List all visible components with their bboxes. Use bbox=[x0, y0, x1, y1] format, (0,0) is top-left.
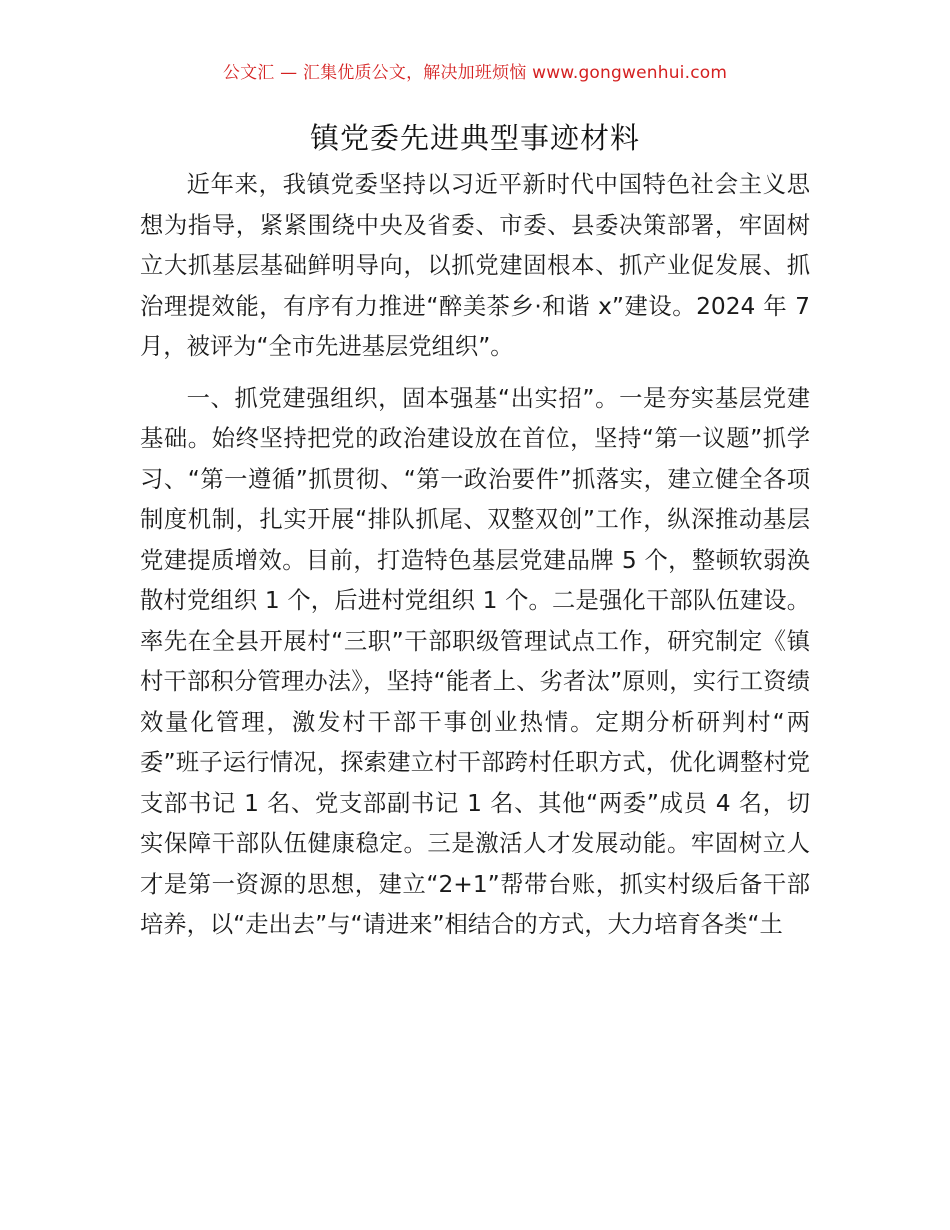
document-body bbox=[140, 165, 810, 946]
site-header-banner: 公文汇 — 汇集优质公文，解决加班烦恼 www.gongwenhui.com bbox=[222, 63, 728, 83]
document-title: 镇党委先进典型事迹材料 bbox=[309, 121, 640, 155]
paragraph-intro: 近年来，我镇党委坚持以习近平新时代中国特色社会主义思想为指导，紧紧围绕中央及省委、市委、县委决策部署，牢固树立大抓基层基础鲜明导向，以抓党建固根本、抓产业促发展、抓治理提效能，有序有力推进“醉美茶乡·和谐 x”建设。2024 年 7 月，被评为“全市先进基层党组织”。 bbox=[140, 171, 810, 360]
paragraph-section-1: 一、抓党建强组织，固本强基“出实招”。一是夯实基层党建基础。始终坚持把党的政治建设放在首位，坚持“第一议题”抓学习、“第一遵循”抓贯彻、“第一政治要件”抓落实，建立健全各项制度机制，扎实开展“排队抓尾、双整双创”工作，纵深推动基层党建提质增效。目前，打造特色基层党建品牌 5 个，整顿软弱涣散村党组织 1 个，后进村党组织 1 个。二是强化干部队伍建设。率先在全县开展村“三职”干部职级管理试点工作，研究制定《镇村干部积分管理办法》，坚持“能者上、劣者汰”原则，实行工资绩效量化管理，激发村干部干事创业热情。定期分析研判村“两委”班子运行情况，探索建立村干部跨村任职方式，优化调整村党支部书记 1 名、党支部副书记 1 名、其他“两委”成员 4 名，切实保障干部队伍健康稳定。三是激活人才发展动能。牢固树立人才是第一资源的思想，建立“2+1”帮带台账，抓实村级后备干部培养，以“走出去”与“请进来”相结合的方式，大力培育各类“土 bbox=[140, 384, 810, 938]
